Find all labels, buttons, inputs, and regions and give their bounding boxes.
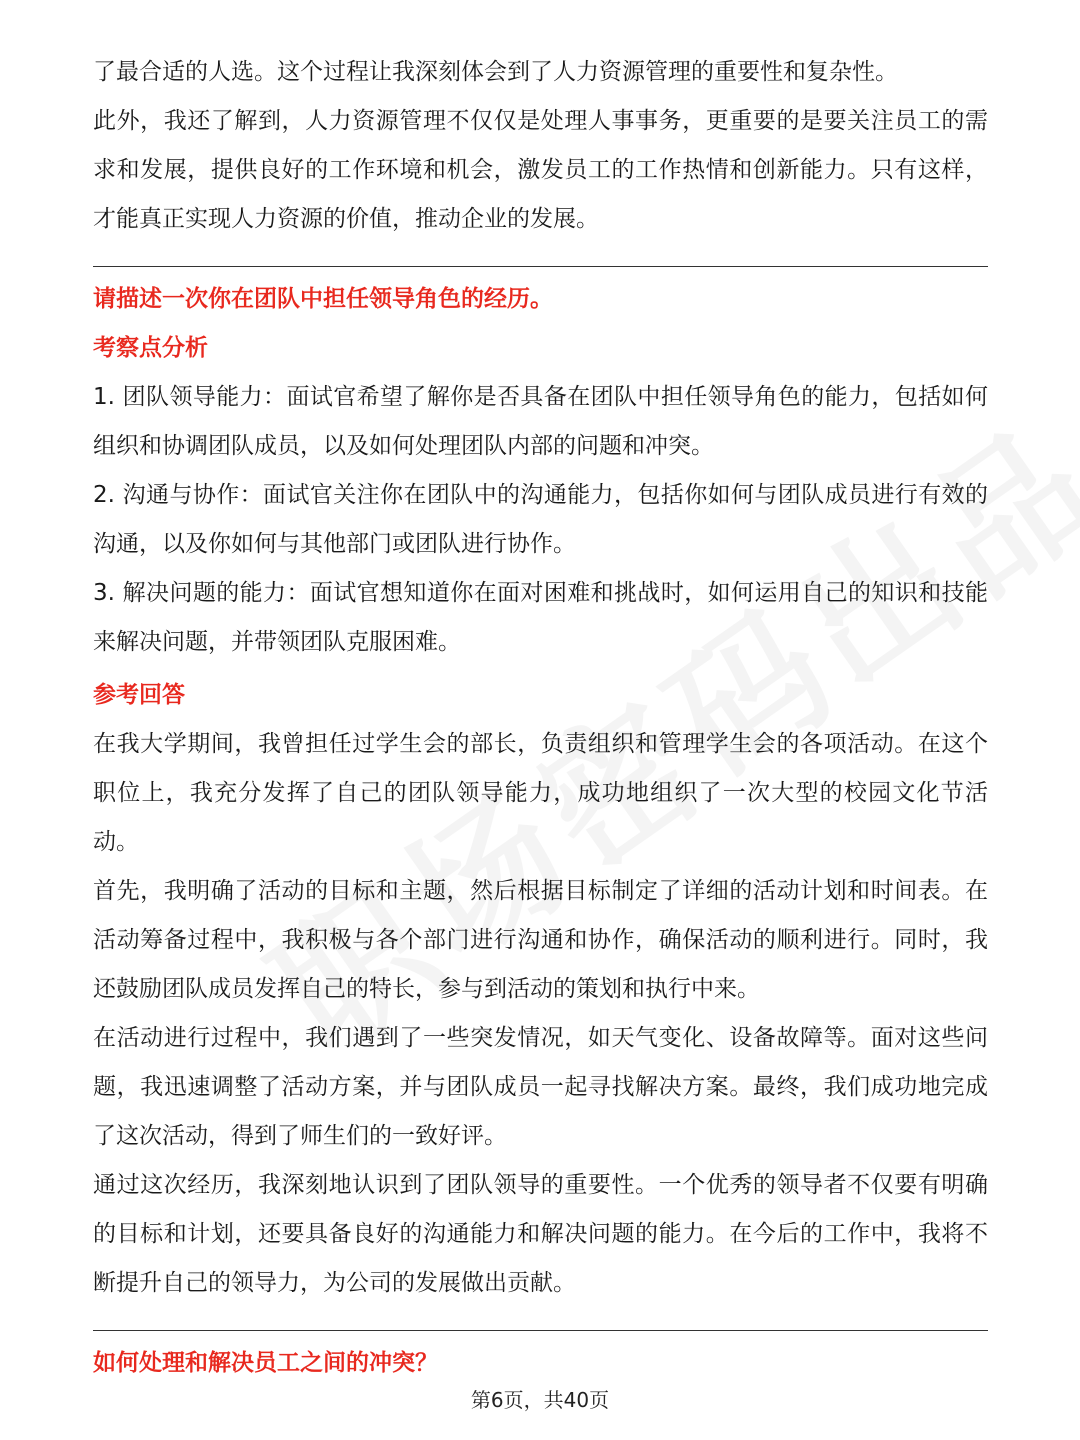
document-page (93, 48, 988, 1388)
section-divider (93, 266, 988, 267)
answer-paragraph: 首先，我明确了活动的目标和主题，然后根据目标制定了详细的活动计划和时间表。在活动筹备过程中，我积极与各个部门进行沟通和协作，确保活动的顺利进行。同时，我还鼓励团队成员发挥自己的特长，参与到活动的策划和执行中来。 (93, 878, 988, 1002)
section-divider (93, 1330, 988, 1331)
intro-paragraph: 此外，我还了解到，人力资源管理不仅仅是处理人事事务，更重要的是要关注员工的需求和发展，提供良好的工作环境和机会，激发员工的工作热情和创新能力。只有这样，才能真正实现人力资源的价值，推动企业的发展。 (93, 108, 988, 232)
question-title: 请描述一次你在团队中担任领导角色的经历。 (93, 286, 553, 312)
analysis-heading: 考察点分析 (93, 335, 208, 361)
answer-paragraph: 在活动进行过程中，我们遇到了一些突发情况，如天气变化、设备故障等。面对这些问题，我迅速调整了活动方案，并与团队成员一起寻找解决方案。最终，我们成功地完成了这次活动，得到了师生们的一致好评。 (93, 1025, 988, 1149)
intro-paragraph: 了最合适的人选。这个过程让我深刻体会到了人力资源管理的重要性和复杂性。 (93, 59, 898, 85)
analysis-point: 2. 沟通与协作：面试官关注你在团队中的沟通能力，包括你如何与团队成员进行有效的沟通，以及你如何与其他部门或团队进行协作。 (93, 482, 988, 557)
answer-paragraph: 在我大学期间，我曾担任过学生会的部长，负责组织和管理学生会的各项活动。在这个职位上，我充分发挥了自己的团队领导能力，成功地组织了一次大型的校园文化节活动。 (93, 731, 988, 855)
page-footer: 第6页，共40页 (470, 1388, 610, 1412)
question-title: 如何处理和解决员工之间的冲突？ (93, 1350, 438, 1376)
analysis-point: 1. 团队领导能力：面试官希望了解你是否具备在团队中担任领导角色的能力，包括如何组织和协调团队成员，以及如何处理团队内部的问题和冲突。 (93, 384, 988, 459)
answer-paragraph: 通过这次经历，我深刻地认识到了团队领导的重要性。一个优秀的领导者不仅要有明确的目标和计划，还要具备良好的沟通能力和解决问题的能力。在今后的工作中，我将不断提升自己的领导力，为公司的发展做出贡献。 (93, 1172, 988, 1296)
answer-heading: 参考回答 (93, 682, 185, 708)
analysis-point: 3. 解决问题的能力：面试官想知道你在面对困难和挑战时，如何运用自己的知识和技能来解决问题，并带领团队克服困难。 (93, 580, 988, 655)
